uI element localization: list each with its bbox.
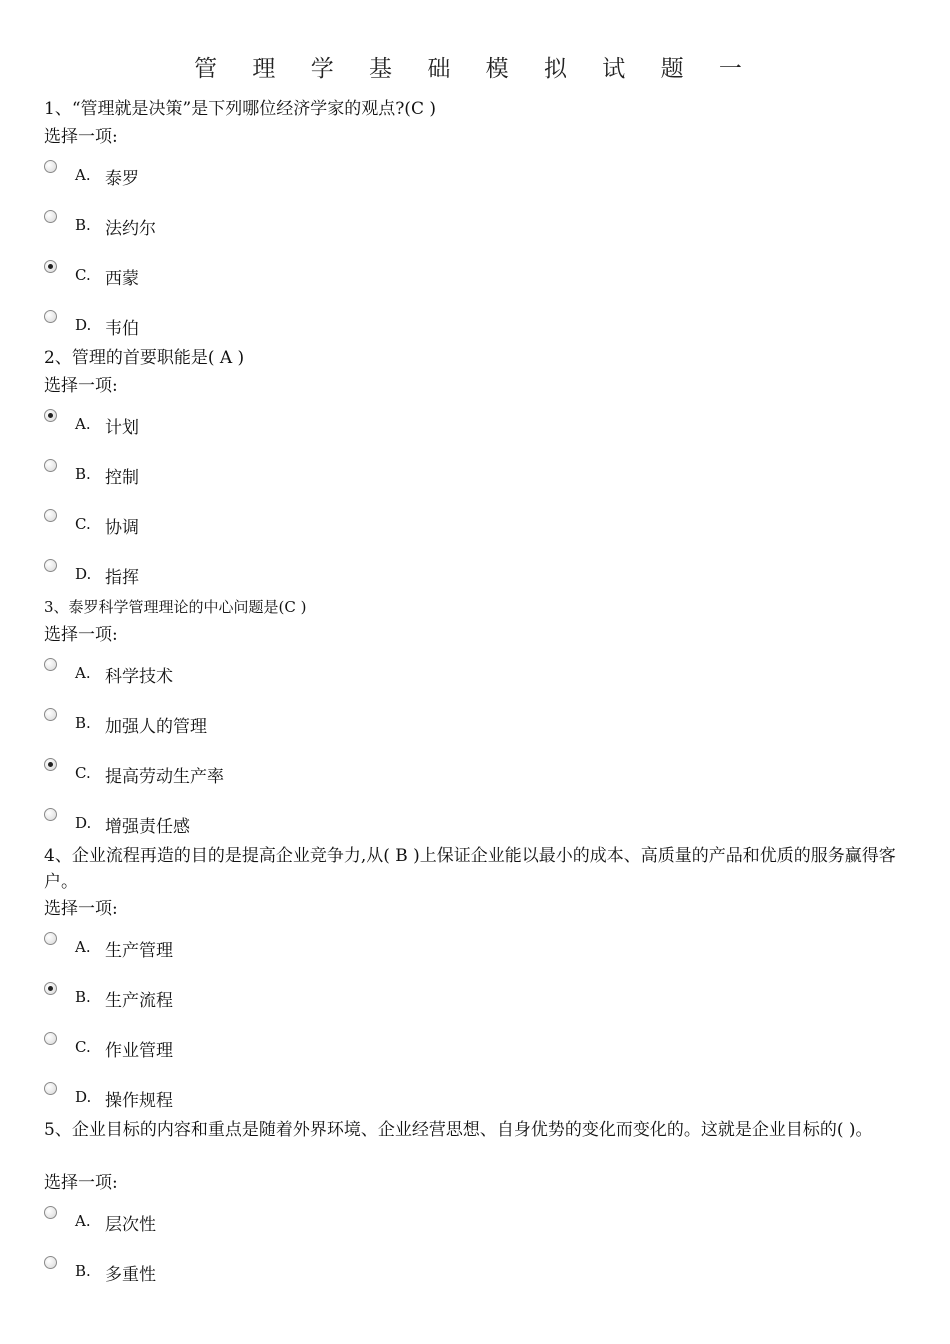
option-letter: B. <box>75 714 91 732</box>
option-text: 韦伯 <box>105 319 139 339</box>
radio-unchecked-icon[interactable] <box>44 160 57 173</box>
option-letter: C. <box>75 266 91 284</box>
option-letter: C. <box>75 1038 91 1056</box>
question-1-option-d[interactable] <box>44 310 139 339</box>
question-2-text: 2、管理的首要职能是( A ) <box>44 348 245 368</box>
option-letter: B. <box>75 1262 91 1280</box>
question-2-select-label: 选择一项: <box>44 376 118 396</box>
option-letter: D. <box>75 316 92 334</box>
question-4-option-b[interactable] <box>44 982 173 1011</box>
question-4-option-a[interactable] <box>44 932 173 961</box>
radio-unchecked-icon[interactable] <box>44 1206 57 1219</box>
question-3-select-label: 选择一项: <box>44 625 118 645</box>
option-letter: A. <box>75 938 91 956</box>
question-1-select-label: 选择一项: <box>44 127 118 147</box>
option-letter: C. <box>75 515 91 533</box>
option-letter: A. <box>75 1212 91 1230</box>
option-text: 操作规程 <box>105 1091 173 1111</box>
option-text: 控制 <box>105 468 139 488</box>
radio-unchecked-icon[interactable] <box>44 310 57 323</box>
option-letter: D. <box>75 1088 92 1106</box>
question-2-option-d[interactable] <box>44 559 139 588</box>
option-text: 增强责任感 <box>105 817 190 837</box>
radio-unchecked-icon[interactable] <box>44 210 57 223</box>
question-3-option-c[interactable] <box>44 758 224 787</box>
option-text: 协调 <box>105 518 139 538</box>
option-letter: D. <box>75 565 92 583</box>
question-1-option-c[interactable] <box>44 260 139 289</box>
question-5-select-label: 选择一项: <box>44 1173 118 1193</box>
question-3-option-d[interactable] <box>44 808 190 837</box>
option-letter: D. <box>75 814 92 832</box>
question-2-option-a[interactable] <box>44 409 139 438</box>
question-5-option-b[interactable] <box>44 1256 156 1285</box>
option-letter: A. <box>75 664 91 682</box>
radio-unchecked-icon[interactable] <box>44 1032 57 1045</box>
option-letter: C. <box>75 764 91 782</box>
radio-unchecked-icon[interactable] <box>44 808 57 821</box>
radio-unchecked-icon[interactable] <box>44 559 57 572</box>
radio-checked-icon[interactable] <box>44 260 57 273</box>
question-5-text: 5、企业目标的内容和重点是随着外界环境、企业经营思想、自身优势的变化而变化的。这就是企业目标的( )。 <box>44 1120 873 1140</box>
option-letter: B. <box>75 216 91 234</box>
radio-checked-icon[interactable] <box>44 409 57 422</box>
question-2-option-c[interactable] <box>44 509 139 538</box>
page-title: 管 理 学 基 础 模 拟 试 题 一 <box>194 56 756 82</box>
option-text: 提高劳动生产率 <box>105 767 224 787</box>
option-text: 作业管理 <box>105 1041 173 1061</box>
question-4-option-d[interactable] <box>44 1082 173 1111</box>
question-1-option-b[interactable] <box>44 210 156 239</box>
option-text: 加强人的管理 <box>105 717 207 737</box>
radio-unchecked-icon[interactable] <box>44 658 57 671</box>
question-3-option-a[interactable] <box>44 658 173 687</box>
option-letter: A. <box>75 166 91 184</box>
option-text: 指挥 <box>105 568 139 588</box>
question-3-text: 3、泰罗科学管理理论的中心问题是(C ) <box>44 598 307 616</box>
radio-checked-icon[interactable] <box>44 758 57 771</box>
question-1-text: 1、“管理就是决策”是下列哪位经济学家的观点?(C ) <box>44 99 436 119</box>
question-4-select-label: 选择一项: <box>44 899 118 919</box>
question-4-option-c[interactable] <box>44 1032 173 1061</box>
question-5-option-a[interactable] <box>44 1206 156 1235</box>
radio-unchecked-icon[interactable] <box>44 459 57 472</box>
option-letter: A. <box>75 415 91 433</box>
question-2-option-b[interactable] <box>44 459 139 488</box>
option-text: 生产流程 <box>105 991 173 1011</box>
option-text: 泰罗 <box>105 169 139 189</box>
radio-unchecked-icon[interactable] <box>44 509 57 522</box>
option-text: 法约尔 <box>105 219 156 239</box>
radio-unchecked-icon[interactable] <box>44 1082 57 1095</box>
option-text: 层次性 <box>105 1215 156 1235</box>
option-letter: B. <box>75 465 91 483</box>
option-text: 生产管理 <box>105 941 173 961</box>
option-letter: B. <box>75 988 91 1006</box>
radio-unchecked-icon[interactable] <box>44 932 57 945</box>
question-1-option-a[interactable] <box>44 160 139 189</box>
question-3-option-b[interactable] <box>44 708 207 737</box>
radio-checked-icon[interactable] <box>44 982 57 995</box>
option-text: 科学技术 <box>105 667 173 687</box>
question-4-text: 4、企业流程再造的目的是提高企业竞争力,从( B )上保证企业能以最小的成本、高质量的产品和优质的服务赢得客户。 <box>44 846 896 892</box>
radio-unchecked-icon[interactable] <box>44 1256 57 1269</box>
option-text: 西蒙 <box>105 269 139 289</box>
radio-unchecked-icon[interactable] <box>44 708 57 721</box>
option-text: 多重性 <box>105 1265 156 1285</box>
option-text: 计划 <box>105 418 139 438</box>
